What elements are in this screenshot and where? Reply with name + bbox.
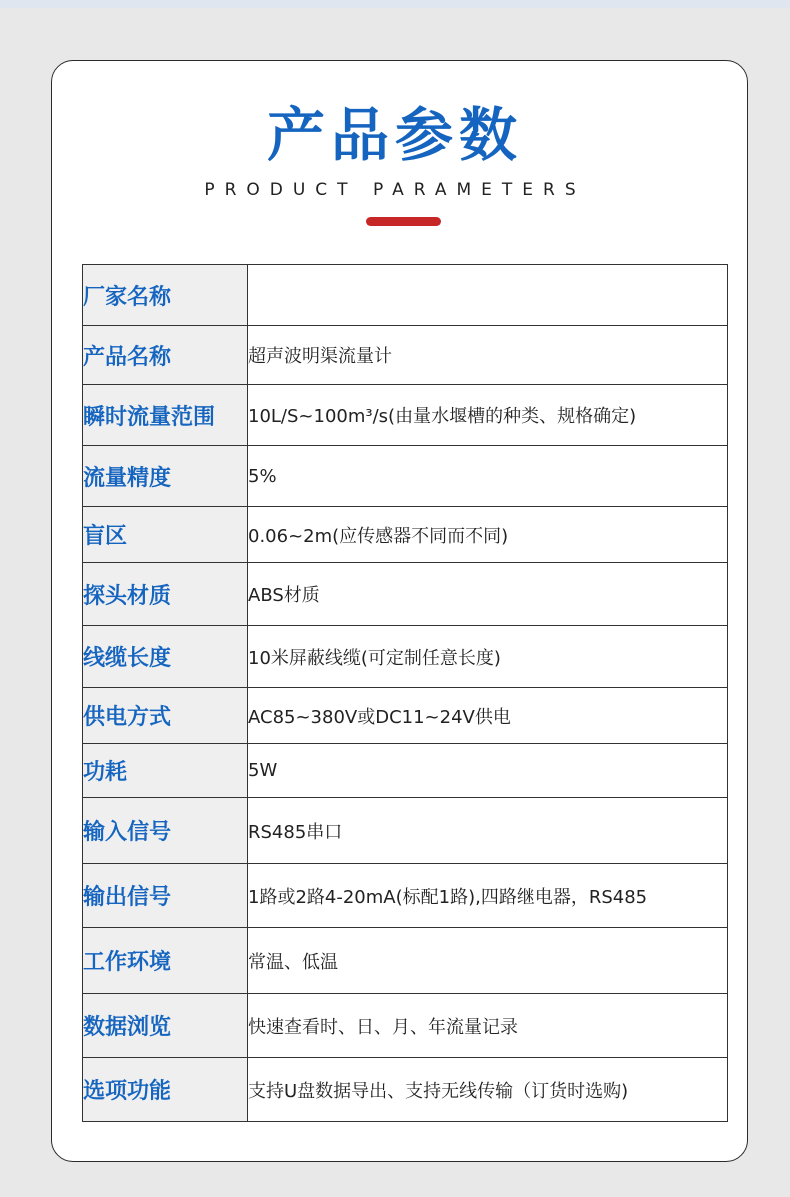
accent-divider [366,217,441,226]
table-row [83,446,728,507]
param-label: 工作环境 [83,928,248,994]
table-row [83,385,728,446]
param-value: 5% [248,446,728,507]
table-row [83,864,728,928]
param-label: 流量精度 [83,446,248,507]
param-value: 1路或2路4-20mA(标配1路),四路继电器，RS485 [248,864,728,928]
param-label: 线缆长度 [83,626,248,688]
param-value: 快速查看时、日、月、年流量记录 [248,994,728,1058]
table-row [83,688,728,744]
param-label: 产品名称 [83,326,248,385]
param-value [248,265,728,326]
param-label: 数据浏览 [83,994,248,1058]
page-subtitle: PRODUCT PARAMETERS [204,180,586,200]
page-title: 产品参数 [266,101,523,169]
param-label: 供电方式 [83,688,248,744]
table-row [83,994,728,1058]
param-value: ABS材质 [248,563,728,626]
param-value: 10米屏蔽线缆(可定制任意长度) [248,626,728,688]
param-value: 常温、低温 [248,928,728,994]
table-row [83,928,728,994]
param-label: 功耗 [83,744,248,798]
param-value: 支持U盘数据导出、支持无线传输（订货时选购) [248,1058,728,1122]
param-label: 输入信号 [83,798,248,864]
table-row [83,507,728,563]
param-value: 超声波明渠流量计 [248,326,728,385]
param-value: AC85~380V或DC11~24V供电 [248,688,728,744]
table-row [83,744,728,798]
table-row [83,798,728,864]
param-label: 探头材质 [83,563,248,626]
param-value: RS485串口 [248,798,728,864]
param-label: 选项功能 [83,1058,248,1122]
param-label: 输出信号 [83,864,248,928]
parameters-table [82,264,728,1122]
param-value: 5W [248,744,728,798]
param-label: 瞬时流量范围 [83,385,248,446]
param-label: 厂家名称 [83,265,248,326]
param-value: 10L/S~100m³/s(由量水堰槽的种类、规格确定) [248,385,728,446]
table-row [83,265,728,326]
param-label: 盲区 [83,507,248,563]
top-strip [0,0,790,8]
table-row [83,326,728,385]
table-row [83,563,728,626]
param-value: 0.06~2m(应传感器不同而不同) [248,507,728,563]
table-row [83,1058,728,1122]
table-row [83,626,728,688]
